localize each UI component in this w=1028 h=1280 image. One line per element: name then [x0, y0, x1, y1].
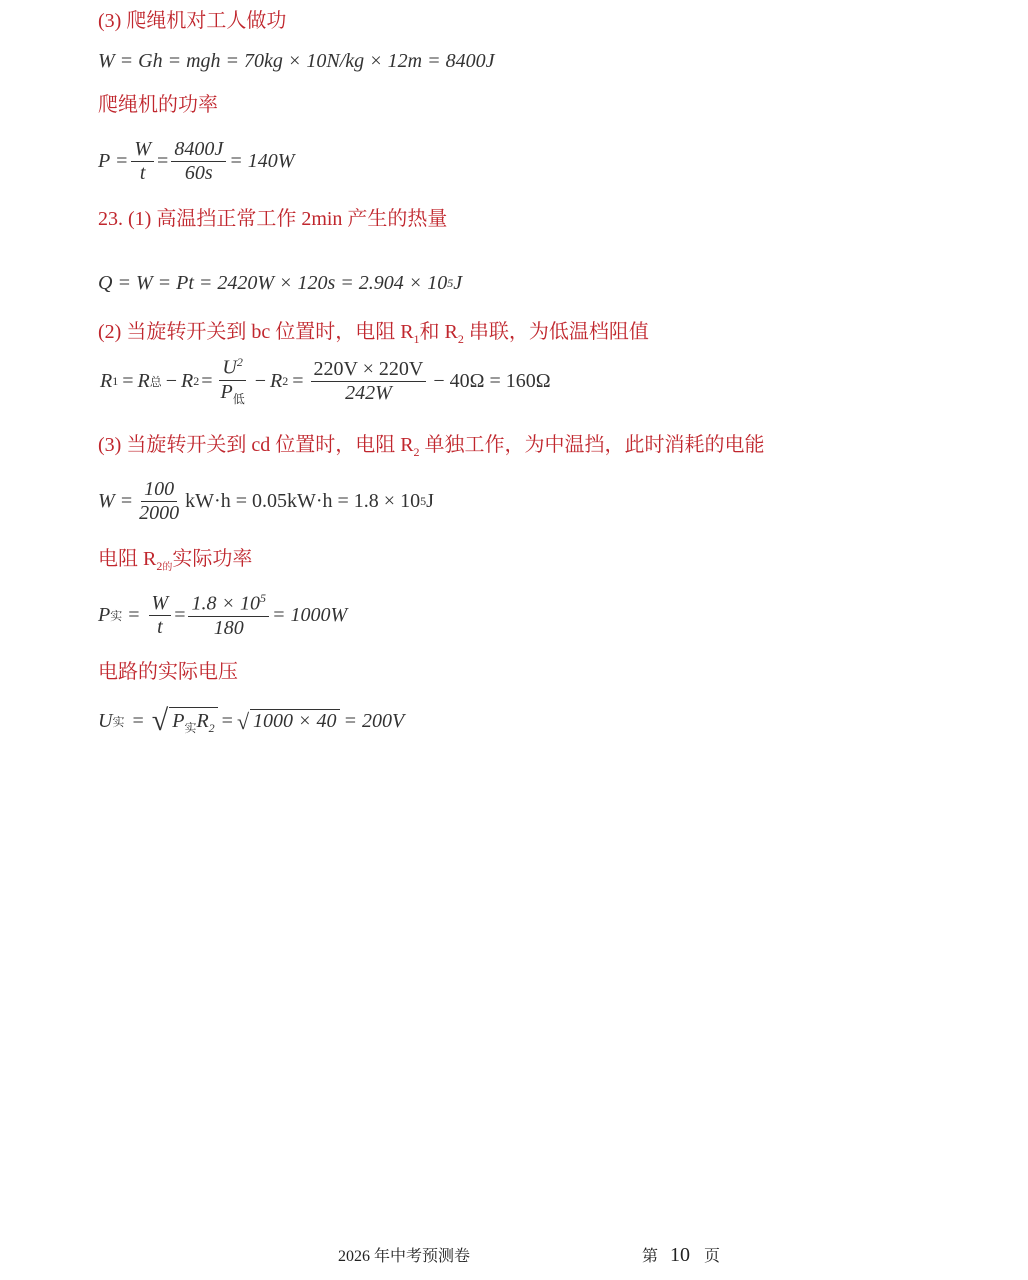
text-line-part3-energy — [98, 428, 765, 460]
eq4-u-sup: 2 — [236, 355, 243, 369]
eq7-equals: = — [132, 709, 144, 732]
eq4-r: R — [100, 369, 113, 392]
eq5-unit: J — [426, 490, 434, 512]
eq7-sqrt-1 — [152, 706, 218, 736]
eq6-f1-denominator: t — [157, 616, 163, 639]
eq4-fraction-1 — [218, 356, 248, 406]
equation-energy — [98, 478, 434, 525]
eq6-rhs: = 1000W — [271, 604, 348, 627]
eq6-f1-numerator: W — [149, 592, 172, 616]
l4-sub-1: 1 — [413, 332, 420, 346]
eq5-numerator: 100 — [141, 478, 177, 502]
footer-page-number — [642, 1243, 720, 1267]
footer-page-prefix: 第 — [642, 1248, 659, 1265]
eq7-lhs: U — [98, 709, 113, 732]
eq4-rt-sub: 总 — [149, 374, 162, 389]
eq2-f2-numerator: 8400J — [171, 138, 226, 162]
l4-part-a: (2) 当旋转开关到 bc 位置时，电阻 R — [98, 321, 414, 343]
eq2-f1-denominator: t — [139, 162, 146, 184]
sqrt-symbol-icon: √ — [236, 709, 250, 734]
eq2-f2-denominator: 60s — [184, 162, 213, 184]
eq7-p-sub: 实 — [184, 721, 197, 735]
eq3-body: Q = W = Pt = 2420W × 120s = 2.904 × 10 — [98, 272, 448, 294]
eq4-r2: R — [181, 369, 194, 392]
eq2-fraction-2 — [171, 138, 226, 185]
footer-page-num: 10 — [670, 1244, 691, 1266]
eq6-fraction-2 — [188, 592, 269, 640]
eq4-equals: = — [122, 369, 134, 392]
equation-actual-voltage — [98, 706, 404, 736]
eq6-f2-numerator — [188, 592, 269, 617]
eq6-fraction-1 — [149, 592, 172, 639]
eq7-equals-2: = — [221, 709, 233, 732]
eq2-f1-numerator: W — [131, 138, 154, 162]
eq4-r-sub: 1 — [112, 373, 119, 388]
eq4-f1-denominator — [218, 381, 248, 407]
eq4-equals-2: = — [292, 369, 304, 392]
eq2-lhs: P = — [98, 150, 129, 172]
eq3-exponent: 5 — [447, 276, 454, 290]
eq5-lhs: W = — [98, 490, 134, 512]
l5-sub: 2 — [413, 445, 420, 459]
footer-title: 2026 年中考预测卷 — [338, 1248, 471, 1265]
eq4-rt: R — [137, 369, 150, 392]
l4-part-c: 和 R — [419, 321, 458, 343]
eq4-f1-numerator — [219, 356, 245, 381]
text-line-power: 爬绳机的功率 — [98, 94, 218, 116]
eq4-r2b-sub: 2 — [282, 373, 289, 388]
eq4-r2b: R — [270, 369, 283, 392]
text-line-actual-power — [98, 542, 252, 574]
eq4-p: P — [220, 380, 233, 403]
eq6-f2n-base: 1.8 × 10 — [191, 592, 260, 615]
eq3-unit: J — [453, 272, 463, 294]
eq7-radicand-2: 1000 × 40 — [250, 709, 340, 733]
l6-part-a: 电阻 R — [98, 548, 157, 570]
eq7-sqrt-2 — [237, 709, 340, 733]
eq4-f2-denominator: 242W — [345, 381, 392, 404]
eq2-fraction-1 — [131, 138, 154, 185]
eq7-rhs: = 200V — [343, 709, 405, 732]
equation-actual-power — [98, 592, 347, 640]
footer-page-suffix: 页 — [704, 1248, 721, 1265]
l6-part-d: 实际功率 — [172, 548, 253, 570]
eq4-r2-sub: 2 — [193, 373, 200, 388]
eq7-r-sub: 2 — [208, 721, 215, 735]
eq6-f2n-sup: 5 — [259, 591, 266, 605]
text-line-part2-series — [98, 315, 649, 347]
eq6-f2-denominator: 180 — [213, 616, 244, 639]
eq6-equals-2: = — [174, 604, 186, 627]
equation-heat — [98, 272, 462, 295]
l4-sub-2: 2 — [457, 332, 464, 346]
eq6-equals: = — [128, 604, 140, 627]
eq6-lhs: P — [98, 604, 111, 627]
eq2-rhs: = 140W — [229, 150, 295, 172]
l5-part-c: 单独工作，为中温挡，此时消耗的电能 — [419, 434, 765, 456]
l5-part-a: (3) 当旋转开关到 cd 位置时，电阻 R — [98, 434, 414, 456]
eq5-denominator: 2000 — [139, 502, 180, 524]
eq4-f2-numerator: 220V × 220V — [311, 358, 427, 382]
eq4-minus-2: − — [254, 369, 267, 392]
eq4-u: U — [222, 356, 237, 379]
equation-resistance: R 1 = R 总 − R 2 = $\frac{U^2}{P_低}$ − R 2 = $\frac{220V \times 220V}{242W}$ − 40Ω = 160Ω — [100, 355, 551, 406]
eq6-lhs-sub: 实 — [110, 609, 123, 624]
eq5-mid: kW·h = 0.05kW·h = 1.8 × 10 — [185, 490, 421, 512]
l6-sub: 2 — [156, 559, 163, 573]
eq7-radicand-1 — [169, 707, 217, 736]
eq4-minus: − — [165, 369, 178, 392]
eq5-exponent: 5 — [420, 494, 427, 508]
text-line-q23-heat: 23. (1) 高温挡正常工作 2min 产生的热量 — [98, 208, 448, 230]
equation-power — [98, 138, 294, 185]
eq4-fraction-2 — [311, 358, 427, 405]
eq7-p: P — [172, 710, 185, 732]
l4-part-e: 串联，为低温档阻值 — [463, 321, 649, 343]
equation-work: W = Gh = mgh = 70kg × 10N/kg × 12m = 8400J — [98, 50, 495, 72]
eq5-fraction — [136, 478, 182, 525]
eq7-lhs-sub: 实 — [112, 714, 125, 729]
l6-sub-de: 的 — [162, 562, 173, 573]
eq4-p-sub: 低 — [232, 391, 245, 406]
text-line-actual-voltage: 电路的实际电压 — [98, 661, 238, 683]
eq4-rhs: − 40Ω = 160Ω — [433, 369, 551, 392]
sqrt-symbol-icon: √ — [151, 704, 169, 737]
eq2-equals: = — [157, 150, 169, 172]
text-line-part3-work: (3) 爬绳机对工人做功 — [98, 10, 287, 32]
eq7-r: R — [196, 710, 209, 732]
